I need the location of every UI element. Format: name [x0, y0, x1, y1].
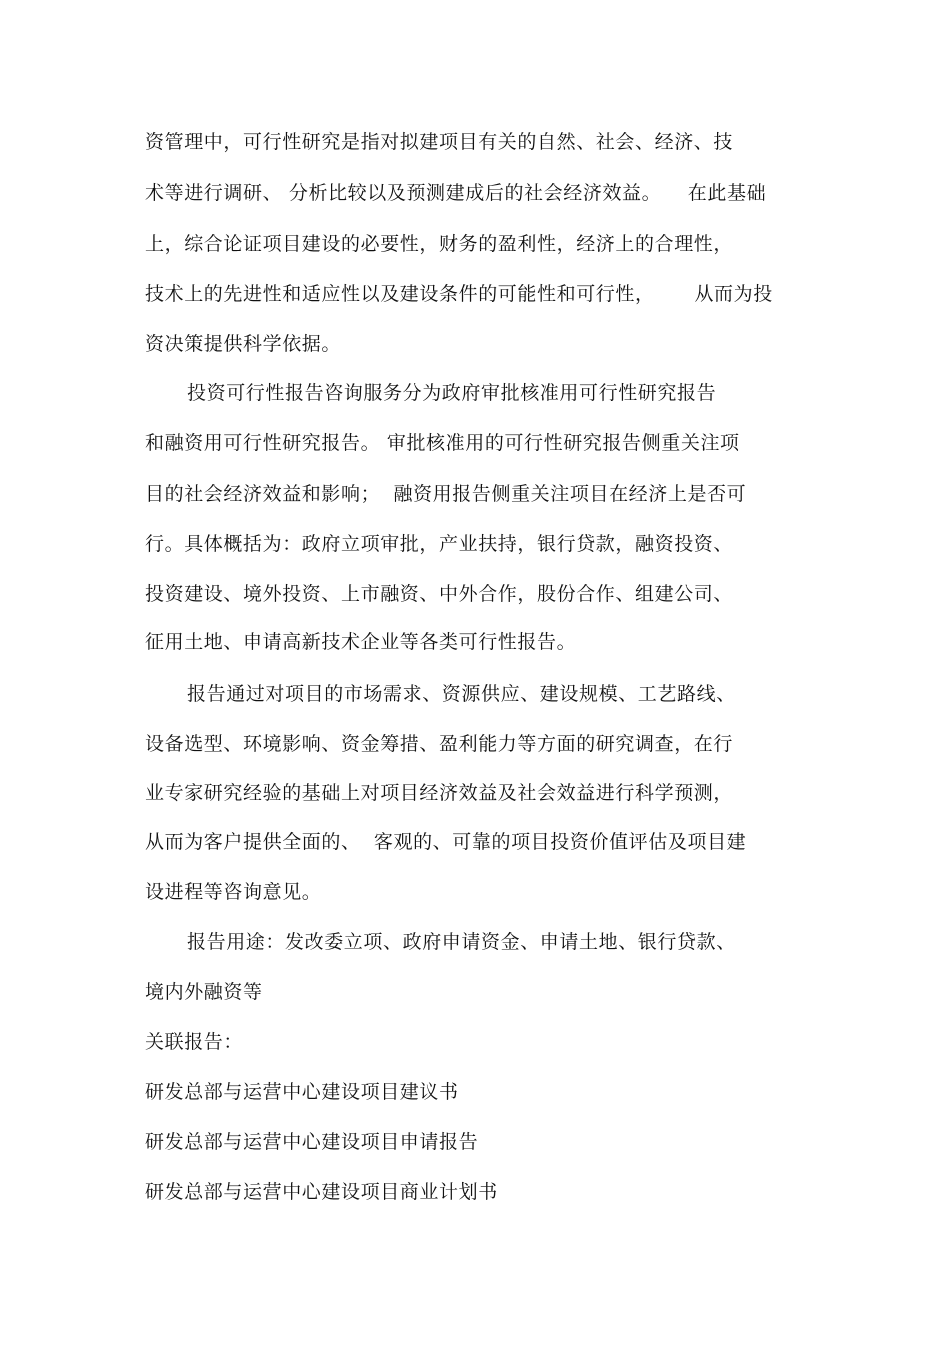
- related-report-item: 研发总部与运营中心建设项目建议书: [145, 1081, 459, 1103]
- related-report-item: 研发总部与运营中心建设项目商业计划书: [145, 1181, 498, 1203]
- paragraph-line: 投资可行性报告咨询服务分为政府审批核准用可行性研究报告: [187, 382, 717, 404]
- paragraph-line: 报告用途：发改委立项、政府申请资金、申请土地、银行贷款、: [187, 931, 736, 953]
- related-reports-heading: 关联报告：: [145, 1031, 244, 1053]
- paragraph-line: 报告通过对项目的市场需求、资源供应、建设规模、工艺路线、: [187, 683, 736, 705]
- paragraph-line: 设备选型、环境影响、资金筹措、盈利能力等方面的研究调查，在行: [145, 733, 734, 755]
- related-report-item: 研发总部与运营中心建设项目申请报告: [145, 1131, 479, 1153]
- paragraph-line: 行。具体概括为：政府立项审批，产业扶持，银行贷款，融资投资、: [145, 533, 734, 555]
- paragraph-line: 设进程等咨询意见。: [145, 881, 322, 903]
- paragraph-line: 业专家研究经验的基础上对项目经济效益及社会效益进行科学预测，: [145, 782, 734, 804]
- paragraph-line: 征用土地、申请高新技术企业等各类可行性报告。: [145, 631, 577, 653]
- paragraph-line: 技术上的先进性和适应性以及建设条件的可能性和可行性， 从而为投: [145, 283, 773, 305]
- paragraph-line: 资决策提供科学依据。: [145, 333, 342, 355]
- paragraph-line: 投资建设、境外投资、上市融资、中外合作，股份合作、组建公司、: [145, 583, 734, 605]
- paragraph-line: 目的社会经济效益和影响； 融资用报告侧重关注项目在经济上是否可: [145, 483, 747, 505]
- paragraph-line: 术等进行调研、 分析比较以及预测建成后的社会经济效益。 在此基础: [145, 182, 767, 204]
- paragraph-line: 上，综合论证项目建设的必要性，财务的盈利性，经济上的合理性，: [145, 233, 734, 255]
- paragraph-line: 从而为客户提供全面的、 客观的、可靠的项目投资价值评估及项目建: [145, 831, 747, 853]
- paragraph-line: 资管理中，可行性研究是指对拟建项目有关的自然、社会、经济、技: [145, 131, 734, 153]
- paragraph-line: 和融资用可行性研究报告。 审批核准用的可行性研究报告侧重关注项: [145, 432, 740, 454]
- paragraph-line: 境内外融资等: [145, 981, 263, 1003]
